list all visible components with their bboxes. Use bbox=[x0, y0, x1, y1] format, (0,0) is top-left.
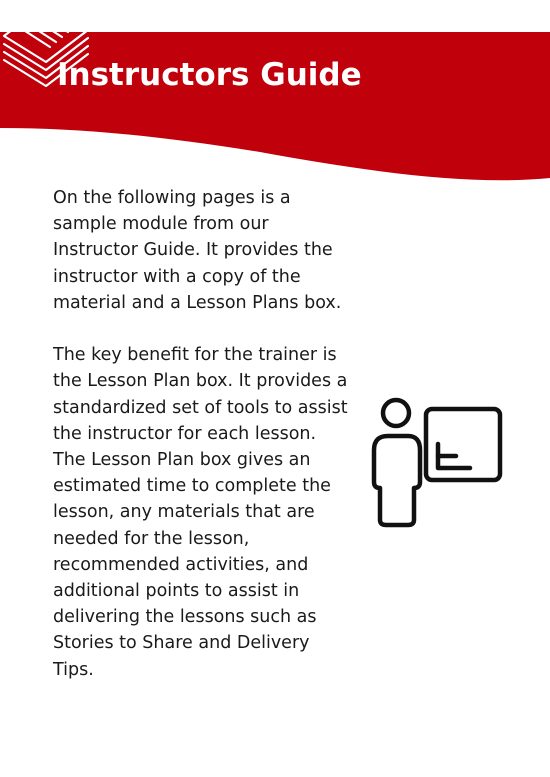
benefit-paragraph: The key benefit for the trainer is the Lesson Plan box. It provides a standardized set of tools to assist the instructor for each lesson. The Lesson Plan box gives an estimated time to complete the lesson, any materials that are needed for the lesson, recommended activities, and additional points to assist in delivering the lessons such as Stories to Share and Delivery Tips. bbox=[53, 345, 348, 680]
body-text bbox=[53, 185, 348, 683]
instructor-at-board-icon bbox=[364, 392, 508, 532]
stacked-papers-icon bbox=[0, 0, 90, 90]
intro-paragraph: On the following pages is a sample module from our Instructor Guide. It provides the instructor with a copy of the material and a Lesson Plans box. bbox=[53, 188, 342, 313]
page-title: Instructors Guide bbox=[57, 57, 362, 93]
header-banner bbox=[0, 0, 550, 190]
